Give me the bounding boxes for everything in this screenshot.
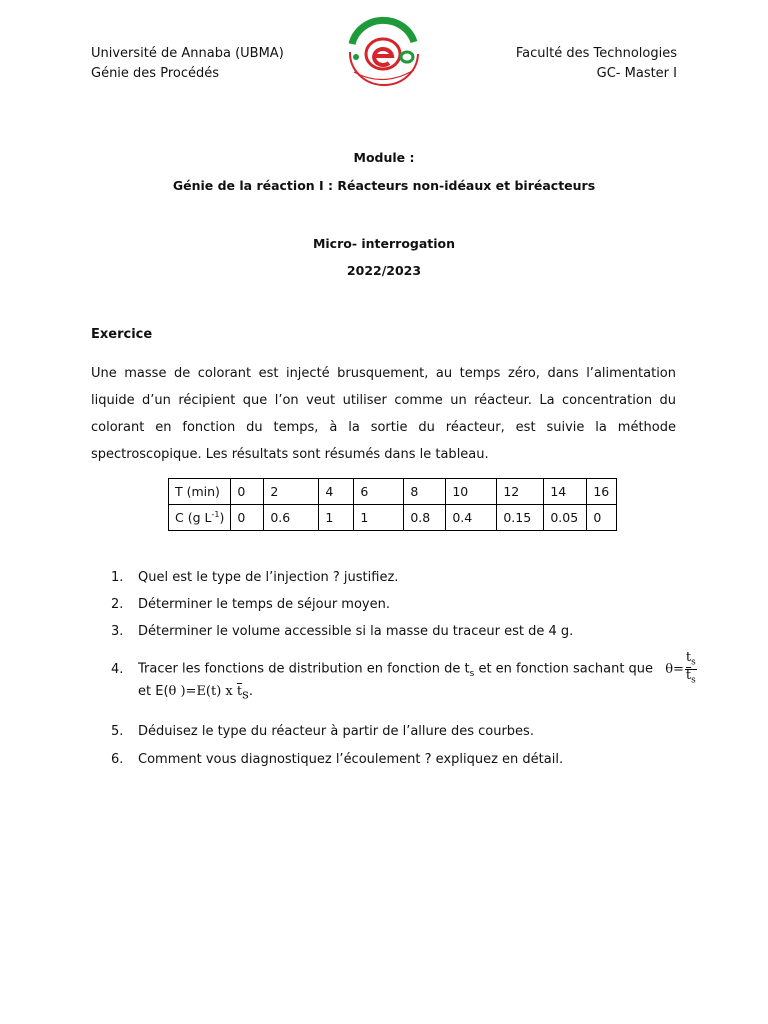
academic-year: 2022/2023 xyxy=(346,263,422,278)
table-cell: 10 xyxy=(446,479,497,505)
denominator-symbol: $\overline{t}$ xyxy=(685,667,692,683)
period: . xyxy=(248,684,253,699)
faculty-name: Faculté des Technologies xyxy=(515,46,677,61)
table-cell: 0.05 xyxy=(544,505,587,531)
table-cell: 0.8 xyxy=(404,505,446,531)
exercise-heading: Exercice xyxy=(91,327,153,342)
table-cell: 0 xyxy=(587,505,617,531)
list-item xyxy=(111,570,398,585)
exercise-statement: Une masse de colorant est injecté brusquement, au temps zéro, dans l’alimentation liquide d’un récipient que l’on veut utiliser comme un réacteur. La concentration du colorant en fonction du temps, à la sortie du réacteur, est suivie la méthode spectroscopique. Les résultats sont résumés dans le tableau. xyxy=(91,366,676,462)
table-cell: 0.6 xyxy=(264,505,319,531)
table-cell: 0 xyxy=(231,505,264,531)
fraction-denominator xyxy=(685,667,697,687)
question-text: Quel est le type de l’injection ? justifiez. xyxy=(138,570,399,585)
concentration-label-end: ) xyxy=(219,510,225,526)
module-name: Génie de la réaction I : Réacteurs non-idéaux et biréacteurs xyxy=(172,178,596,193)
unit-exponent: -1 xyxy=(211,509,220,519)
department-name: Génie des Procédés xyxy=(91,66,220,81)
row-header-concentration xyxy=(169,505,231,531)
university-logo xyxy=(334,14,432,94)
table-cell: 0.15 xyxy=(497,505,544,531)
program-level: GC- Master I xyxy=(596,66,677,81)
data-table xyxy=(168,478,617,531)
university-name: Université de Annaba (UBMA) xyxy=(91,46,284,61)
question-number: 3. xyxy=(111,624,124,639)
list-item xyxy=(111,724,534,739)
header-left xyxy=(91,44,284,84)
table-cell: 8 xyxy=(404,479,446,505)
question-text: Comment vous diagnostiquez l’écoulement ? expliquez en détail. xyxy=(138,752,564,767)
table-row xyxy=(169,479,617,505)
e-theta-formula: θ )=E(t) x xyxy=(168,684,237,699)
theta-equals: θ= xyxy=(665,661,684,677)
question-text: Déterminer le volume accessible si la masse du traceur est de 4 g. xyxy=(138,624,574,639)
table-cell: 1 xyxy=(354,505,404,531)
list-item xyxy=(111,624,573,639)
list-item xyxy=(111,752,563,767)
table-cell: 0 xyxy=(231,479,264,505)
table-cell: 14 xyxy=(544,479,587,505)
fraction xyxy=(685,652,697,686)
exam-type: Micro- interrogation xyxy=(312,236,456,251)
subscript: s xyxy=(469,669,475,680)
question-text: et E( xyxy=(138,684,169,699)
numerator-subscript: s xyxy=(691,657,696,668)
list-item xyxy=(111,652,697,686)
denominator-subscript: s xyxy=(691,675,696,686)
row-header-time: T (min) xyxy=(169,479,231,505)
module-label: Module : xyxy=(353,150,415,165)
question-text: Déterminer le temps de séjour moyen. xyxy=(138,597,390,612)
question-text: Tracer les fonctions de distribution en fonction de t xyxy=(138,661,470,677)
table-cell: 0.4 xyxy=(446,505,497,531)
question-text-end: et en fonction sachant que xyxy=(474,661,654,677)
table-cell: 1 xyxy=(319,505,354,531)
question-number: 4. xyxy=(111,661,124,677)
table-cell: 6 xyxy=(354,479,404,505)
table-cell: 4 xyxy=(319,479,354,505)
mean-time-symbol: $\overline{t}$ xyxy=(236,684,243,699)
table-cell: 12 xyxy=(497,479,544,505)
table-row xyxy=(169,505,617,531)
subscript: s xyxy=(242,687,249,703)
table-cell: 16 xyxy=(587,479,617,505)
list-item-continuation xyxy=(138,684,253,703)
question-number: 6. xyxy=(111,752,124,767)
theta-formula xyxy=(665,650,697,686)
numerator-symbol: t xyxy=(685,650,692,665)
question-text: Déduisez le type du réacteur à partir de l’allure des courbes. xyxy=(138,724,534,739)
list-item xyxy=(111,597,390,612)
question-number: 5. xyxy=(111,724,124,739)
question-number: 1. xyxy=(111,570,124,585)
concentration-label: C (g L xyxy=(175,510,212,526)
question-number: 2. xyxy=(111,597,124,612)
header-right xyxy=(516,44,677,84)
table-cell: 2 xyxy=(264,479,319,505)
